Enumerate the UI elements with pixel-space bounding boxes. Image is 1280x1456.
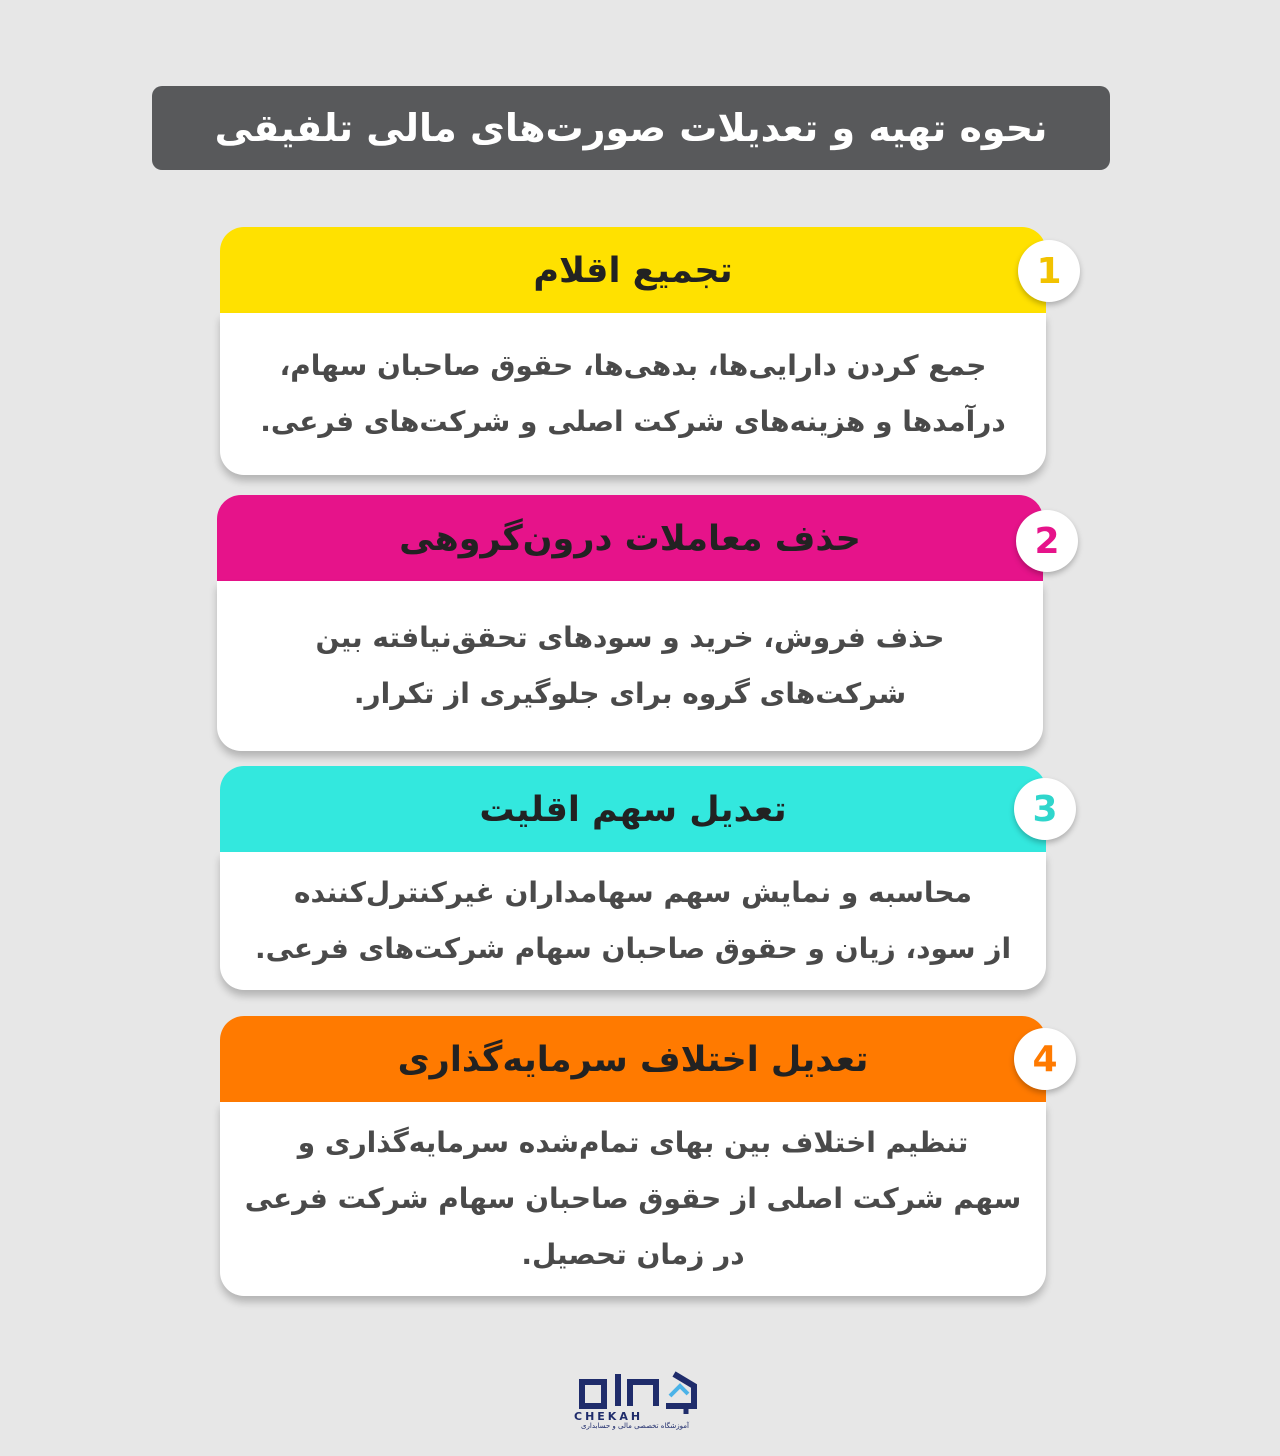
step-number-badge-2: 2 — [1016, 510, 1078, 572]
step-desc-line: تنظیم اختلاف بین بهای تمام‌شده سرمایه‌گذاری و — [297, 1126, 969, 1159]
step-card-2 — [217, 495, 1043, 751]
step-number-badge-1: 1 — [1018, 240, 1080, 302]
step-body-1 — [220, 313, 1046, 475]
step-desc-line: در زمان تحصیل. — [521, 1238, 745, 1271]
step-title: تعدیل سهم اقلیت — [479, 790, 787, 830]
step-desc-line: سهم شرکت اصلی از حقوق صاحبان سهام شرکت فرعی — [244, 1182, 1022, 1215]
step-body-4 — [220, 1102, 1046, 1296]
chekah-logo-mark — [574, 1366, 698, 1414]
step-desc-line: درآمدها و هزینه‌های شرکت اصلی و شرکت‌های فرعی. — [260, 405, 1006, 438]
step-header-3 — [220, 766, 1046, 854]
logo-tagline: آموزشگاه تخصصی مالی و حسابداری — [581, 1422, 689, 1430]
step-header-2 — [217, 495, 1043, 583]
step-body-2 — [217, 581, 1043, 751]
step-header-4 — [220, 1016, 1046, 1104]
chekah-logo — [570, 1366, 710, 1432]
step-card-4 — [220, 1016, 1046, 1296]
step-body-3 — [220, 852, 1046, 990]
step-desc-line: محاسبه و نمایش سهم سهامداران غیرکنترل‌کننده — [294, 876, 972, 909]
step-card-1 — [220, 227, 1046, 475]
step-number-badge-4: 4 — [1014, 1028, 1076, 1090]
step-desc-line: شرکت‌های گروه برای جلوگیری از تکرار. — [353, 677, 907, 710]
page-title: نحوه تهیه و تعدیلات صورت‌های مالی تلفیقی — [152, 86, 1110, 170]
step-title: تجمیع اقلام — [533, 251, 733, 291]
step-desc-line: حذف فروش، خرید و سودهای تحقق‌نیافته بین — [315, 621, 945, 654]
logo-english-name: CHEKAH — [574, 1410, 644, 1423]
step-desc-line: از سود، زیان و حقوق صاحبان سهام شرکت‌های فرعی. — [254, 932, 1012, 965]
step-number-badge-3: 3 — [1014, 778, 1076, 840]
step-header-1 — [220, 227, 1046, 315]
step-card-3 — [220, 766, 1046, 990]
step-title: تعدیل اختلاف سرمایه‌گذاری — [397, 1040, 869, 1080]
step-title: حذف معاملات درون‌گروهی — [399, 519, 861, 559]
step-desc-line: جمع کردن دارایی‌ها، بدهی‌ها، حقوق صاحبان سهام، — [279, 349, 987, 382]
